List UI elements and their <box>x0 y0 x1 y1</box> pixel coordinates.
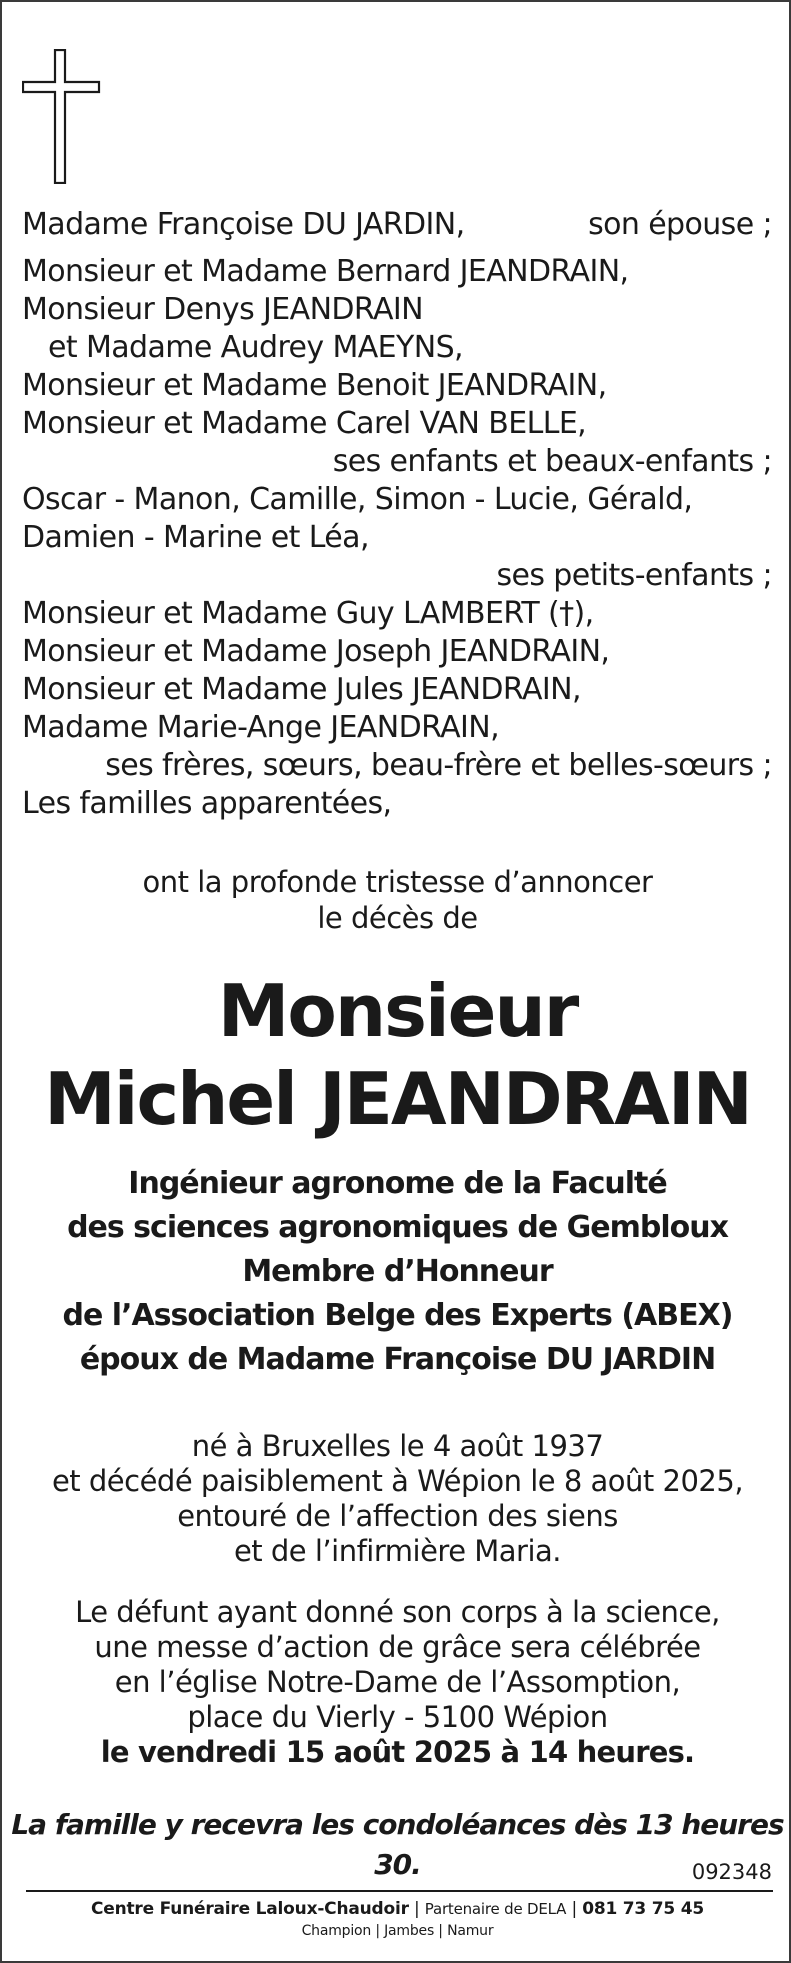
funeral-details <box>2 1595 791 1770</box>
funeral-line: en l’église Notre-Dame de l’Assomption, <box>114 1665 681 1699</box>
cross-icon <box>22 49 120 184</box>
spouse-line <box>22 206 772 244</box>
grandchildren-group <box>22 481 772 595</box>
title-line: Membre d’Honneur <box>242 1254 553 1289</box>
funeral-line: place du Vierly - 5100 Wépion <box>187 1700 608 1734</box>
footer-separator: | <box>571 1899 577 1919</box>
deceased-titles <box>2 1162 791 1382</box>
funeral-line: une messe d’action de grâce sera célébrée <box>94 1630 701 1664</box>
sibling-line: Monsieur et Madame Jules JEANDRAIN, <box>22 672 581 707</box>
funeral-line: Le défunt ayant donné son corps à la science, <box>75 1595 720 1629</box>
family-list <box>22 206 772 823</box>
partner-label: Partenaire de DELA <box>424 1900 567 1918</box>
title-line: des sciences agronomiques de Gembloux <box>67 1210 728 1245</box>
title-line: de l’Association Belge des Experts (ABEX) <box>62 1298 733 1333</box>
siblings-group <box>22 595 772 785</box>
relatives-line: Les familles apparentées, <box>22 786 392 821</box>
deceased-name-block <box>2 967 791 1143</box>
footer-separator: | <box>414 1899 420 1919</box>
spouse-name: Madame Françoise DU JARDIN, <box>22 207 465 242</box>
deceased-title: Monsieur <box>217 969 578 1053</box>
funeral-time: le vendredi 15 août 2025 à 14 heures. <box>100 1735 695 1769</box>
child-line: Monsieur Denys JEANDRAIN <box>22 292 423 327</box>
footer-divider <box>26 1890 773 1892</box>
grandchild-line: Oscar - Manon, Camille, Simon - Lucie, Gérald, <box>22 482 693 517</box>
date-line: entouré de l’affection des siens <box>177 1499 618 1533</box>
reference-number: 092348 <box>691 1860 772 1884</box>
date-line: et décédé paisiblement à Wépion le 8 août 2025, <box>51 1464 744 1498</box>
sibling-line: Monsieur et Madame Guy LAMBERT (†), <box>22 596 594 631</box>
children-group <box>22 253 772 481</box>
announcement-line: le décès de <box>317 901 478 935</box>
date-line: et de l’infirmière Maria. <box>233 1534 562 1568</box>
child-line: et Madame Audrey MAEYNS, <box>48 330 463 365</box>
child-line: Monsieur et Madame Bernard JEANDRAIN, <box>22 254 629 289</box>
grandchildren-role: ses petits-enfants ; <box>496 558 772 593</box>
funeral-home-name: Centre Funéraire Laloux-Chaudoir <box>90 1899 409 1919</box>
sibling-line: Monsieur et Madame Joseph JEANDRAIN, <box>22 634 610 669</box>
announcement-line: ont la profonde tristesse d’annoncer <box>142 865 653 899</box>
footer-locations: Champion | Jambes | Namur <box>301 1923 494 1939</box>
grandchild-line: Damien - Marine et Léa, <box>22 520 369 555</box>
footer-main-line <box>2 1897 791 1921</box>
date-line: né à Bruxelles le 4 août 1937 <box>191 1429 604 1463</box>
child-line: Monsieur et Madame Carel VAN BELLE, <box>22 406 587 441</box>
child-line: Monsieur et Madame Benoit JEANDRAIN, <box>22 368 607 403</box>
phone-number: 081 73 75 45 <box>582 1899 705 1919</box>
deceased-name: Michel JEANDRAIN <box>44 1057 751 1141</box>
announcement <box>2 864 791 936</box>
sibling-line: Madame Marie-Ange JEANDRAIN, <box>22 710 500 745</box>
funeral-home-footer <box>2 1897 791 1941</box>
condolences-note: La famille y recevra les condoléances dès 13 heures 30. <box>11 1808 784 1881</box>
spouse-role: son épouse ; <box>588 207 772 242</box>
siblings-role: ses frères, sœurs, beau-frère et belles-sœurs ; <box>105 748 772 783</box>
children-role: ses enfants et beaux-enfants ; <box>332 444 772 479</box>
title-line: époux de Madame Françoise DU JARDIN <box>79 1342 716 1377</box>
birth-death-dates <box>2 1429 791 1569</box>
title-line: Ingénieur agronome de la Faculté <box>128 1166 667 1201</box>
